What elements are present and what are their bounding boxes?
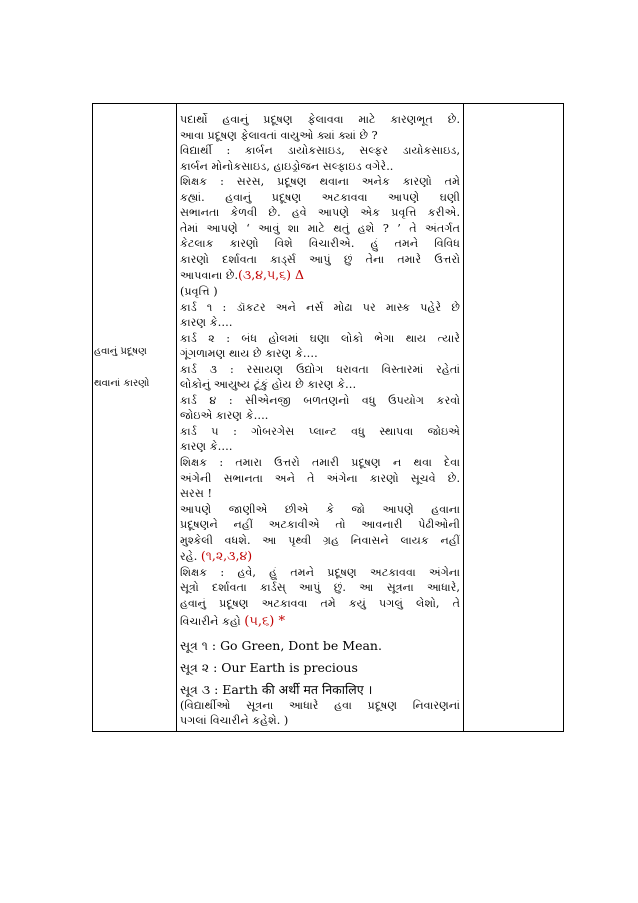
topic-line: થવાનાં કારણો (94, 378, 150, 389)
text-line: હવાનું પ્રદૂષણ અટકાવવા તમે કયું પગલું લેશો, તે (180, 596, 460, 610)
text-line: પગલાં વિચારીને કહેશે. ) (180, 714, 289, 728)
text-line: કેટલાક કારણો વિશે વિચારીએ. હું તમને વિવિધ (180, 237, 460, 251)
text-line: અંગેની સભાનતા અને તે અંગેના કારણો સૂચવે છે. (180, 471, 460, 485)
text-line: પ્રદૂષણને નહીં અટકાવીએ તો આવનારી પેઢીઓની (180, 518, 460, 532)
text-line: આપણે જાણીએ છીએ કે જો આપણે હવાના (180, 502, 460, 516)
text-line: કાર્ડ ૫ : ગોબરગેસ પ્લાન્ટ વધુ સ્થાપવા જોઇએ (180, 424, 460, 438)
text-line: કાર્ડ ૧ : ડૉકટર અને નર્સ મોઢા પર માસ્ક પહેરે છે (180, 300, 460, 314)
empty-cell (464, 104, 564, 732)
text-line: શિક્ષક : તમારા ઉત્તરો તમારી પ્રદૂષણ ન થવા દેવા (180, 456, 460, 470)
slogan-line: સૂત્ર ૨ : Our Earth is precious (180, 659, 358, 675)
text-line: કારણ કે…. (180, 316, 233, 330)
text-line: આવા પ્રદૂષણ ફેલાવતાં વાયુઓ ક્યાં ક્યાં છે ? (180, 128, 378, 142)
topic-cell (93, 104, 177, 732)
text-line: તેમાં આપણે ‘ આવું શા માટે થતું હશે ? ’ તે અંતર્ગત (180, 221, 460, 235)
text-line: કાર્ડ ૪ : સીએનજી બળતણનો વધુ ઉપયોગ કરવો (180, 393, 460, 407)
text-line: મુશ્કેલી વધશે. આ પૃથ્વી ગ્રહ નિવાસને લાયક નહીં (180, 533, 460, 547)
slogan-line: સૂત્ર ૩ : Earth की अर्थी मत निकालिए । (180, 681, 373, 697)
text-line: કાર્ડ ૨ : બંધ હોલમાં ઘણા લોકો ભેગા થાય ત્યારે (180, 331, 460, 345)
text-line: ગૂંગળામણ થાય છે કારણ કે…. (180, 347, 318, 361)
text-line: પદાર્થો હવાનું પ્રદૂષણ ફેલાવવા માટે કારણભૂત છે. (180, 113, 460, 126)
text-line (180, 548, 460, 565)
content-cell (177, 104, 464, 732)
text-span: વિચારીને કહો (180, 614, 241, 628)
text-line: કારણો દર્શાવતા કાર્ડ્સ આપું છું તેના તમારે ઉત્તરો (180, 252, 460, 266)
reference-numbers: (૫,૬) * (244, 613, 286, 629)
text-line: કારણ કે…. (180, 440, 233, 454)
text-line: કહ્યાં. હવાનું પ્રદૂષણ અટકાવવા આપણે ઘણી (180, 190, 460, 204)
slogan-line: સૂત્ર ૧ : Go Green, Dont be Mean. (180, 637, 382, 653)
text-line: સભાનતા કેળવી છે. હવે આપણે એક પ્રવૃત્તિ કરીએ. (180, 206, 460, 220)
reference-numbers: (૧,૨,૩,૪) (200, 548, 253, 564)
text-line: સરસ ! (180, 487, 212, 501)
text-line: (વિદ્યાર્થીઓ સૂત્રના આધારે હવા પ્રદૂષણ નિવારણનાં (180, 698, 460, 712)
text-line: સૂત્રો દર્શાવતા કાર્ડસ્ આપું છું. આ સૂત્રના આધારે, (180, 581, 460, 595)
text-line: (પ્રવૃત્તિ ) (180, 285, 218, 299)
text-line: શિક્ષક : હવે, હું તમને પ્રદૂષણ અટકાવવા અંગેના (180, 565, 460, 579)
text-span: રહે. (180, 550, 198, 564)
reference-numbers: (૩,૪,૫,૬) Δ (238, 267, 305, 283)
text-line: શિક્ષક : સરસ, પ્રદૂષણ થવાના અનેક કારણો તમે (180, 175, 460, 189)
text-line: વિદ્યાર્થી : કાર્બન ડાયોકસાઇડ, સલ્ફર ડાયોકસાઇડ, (180, 144, 460, 158)
text-line: કાર્બન મોનોકસાઇડ, હાઇડ્રોજન સલ્ફાઇડ વગેરે.. (180, 159, 394, 173)
text-line: લોકોનું આયુષ્ય ટૂંકું હોય છે કારણ કે… (180, 378, 357, 392)
text-line: જોઇએ કારણ કે…. (180, 409, 269, 423)
lesson-table (92, 103, 564, 732)
text-line (180, 612, 460, 632)
text-line: કાર્ડ ૩ : રસાયણ ઉદ્યોગ ધરાવતા વિસ્તારમાં રહેતાં (180, 362, 460, 376)
topic-heading (93, 342, 176, 393)
text-line (180, 267, 460, 284)
text-span: આપવાના છે. (180, 269, 239, 283)
table-row (93, 104, 564, 732)
topic-line: હવાનું પ્રદૂષણ (94, 346, 147, 357)
